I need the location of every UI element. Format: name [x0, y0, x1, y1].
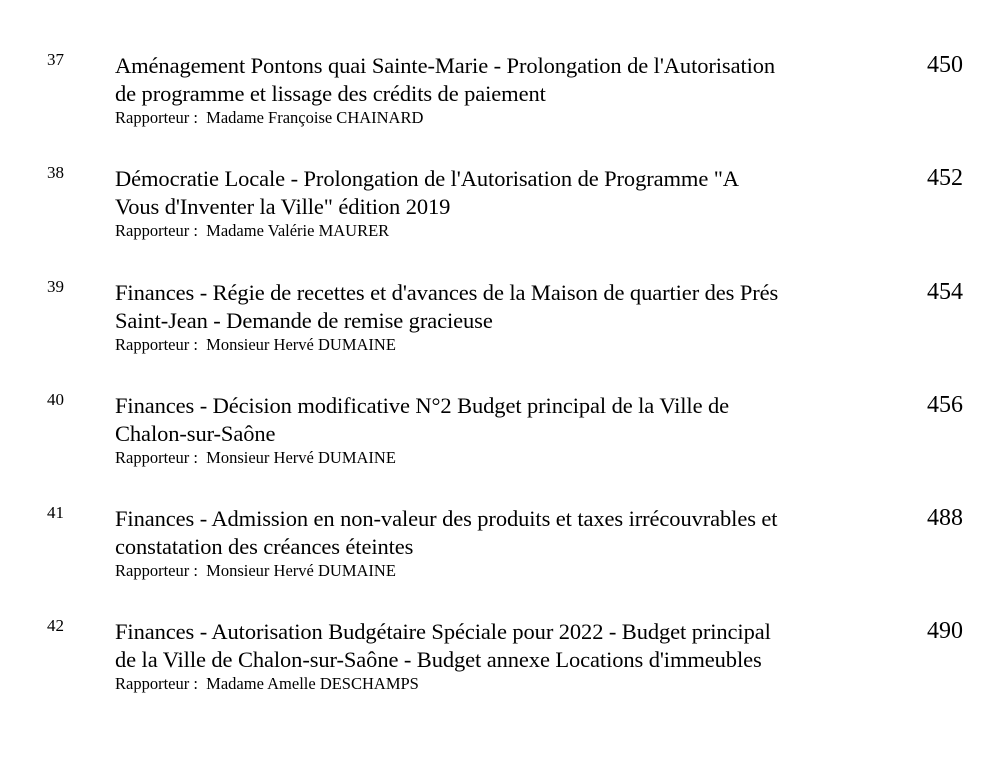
- toc-entry-42: [0, 618, 1000, 718]
- entry-title-line: Saint-Jean - Demande de remise gracieuse: [115, 308, 493, 333]
- entry-number: 37: [47, 50, 64, 69]
- entry-reporter: Rapporteur : Madame Françoise CHAINARD: [115, 108, 424, 127]
- entry-title-line: Finances - Régie de recettes et d'avances de la Maison de quartier des Prés: [115, 280, 779, 305]
- entry-title-line: de la Ville de Chalon-sur-Saône - Budget annexe Locations d'immeubles: [115, 647, 762, 672]
- entry-title-line: Finances - Décision modificative N°2 Budget principal de la Ville de: [115, 393, 730, 418]
- entry-number: 40: [47, 390, 64, 409]
- entry-title: [115, 392, 865, 448]
- entry-title: [115, 618, 865, 674]
- entry-number: 38: [47, 163, 64, 182]
- entry-number: 39: [47, 277, 64, 296]
- entry-title-line: de programme et lissage des crédits de paiement: [115, 81, 546, 106]
- entry-reporter: Rapporteur : Madame Amelle DESCHAMPS: [115, 674, 419, 693]
- entry-page-number: 454: [927, 279, 963, 305]
- entry-title: [115, 165, 865, 221]
- toc-entry-39: [0, 279, 1000, 379]
- entry-title-line: constatation des créances éteintes: [115, 534, 414, 559]
- entry-reporter: Rapporteur : Monsieur Hervé DUMAINE: [115, 448, 396, 467]
- toc-entry-40: [0, 392, 1000, 492]
- toc-entry-37: [0, 52, 1000, 152]
- entry-page-number: 456: [927, 392, 963, 418]
- entry-title-line: Finances - Admission en non-valeur des produits et taxes irrécouvrables et: [115, 506, 778, 531]
- entry-title: [115, 279, 865, 335]
- entry-reporter: Rapporteur : Monsieur Hervé DUMAINE: [115, 561, 396, 580]
- entry-title-line: Vous d'Inventer la Ville" édition 2019: [115, 194, 451, 219]
- entry-page-number: 452: [927, 165, 963, 191]
- entry-title-line: Finances - Autorisation Budgétaire Spéciale pour 2022 - Budget principal: [115, 619, 771, 644]
- entry-reporter: Rapporteur : Madame Valérie MAURER: [115, 221, 390, 240]
- entry-title-line: Aménagement Pontons quai Sainte-Marie - Prolongation de l'Autorisation: [115, 53, 776, 78]
- entry-title-line: Chalon-sur-Saône: [115, 421, 276, 446]
- entry-number: 41: [47, 503, 64, 522]
- entry-page-number: 488: [927, 505, 963, 531]
- toc-entry-41: [0, 505, 1000, 605]
- entry-reporter: Rapporteur : Monsieur Hervé DUMAINE: [115, 335, 396, 354]
- entry-page-number: 490: [927, 618, 963, 644]
- toc-entry-38: [0, 165, 1000, 265]
- entry-number: 42: [47, 616, 64, 635]
- entry-title-line: Démocratie Locale - Prolongation de l'Autorisation de Programme "A: [115, 166, 739, 191]
- entry-title: [115, 52, 865, 108]
- entry-page-number: 450: [927, 52, 963, 78]
- entry-title: [115, 505, 865, 561]
